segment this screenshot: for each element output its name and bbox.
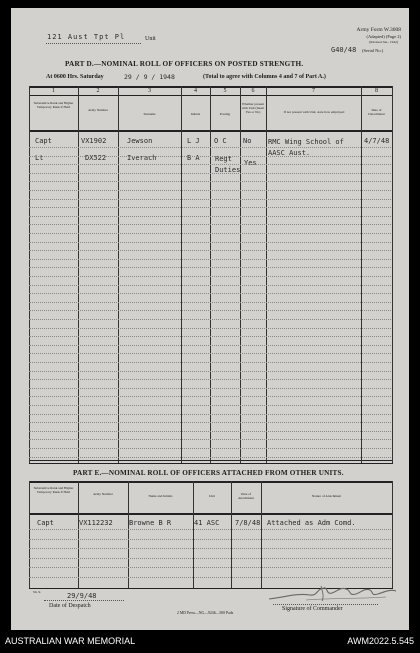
ruled-guide-line [29,181,391,182]
part-d-col-border [266,86,267,463]
part-d-row1-number: VX1902 [81,137,107,145]
part-d-row1-posting: O C [214,137,227,145]
part-e-col-border [128,481,129,588]
part-d-header-rule [29,130,393,132]
ruled-guide-line [29,558,391,559]
despatch-underline [44,600,124,601]
part-e-col-header-nature: Nature of Attachment [311,494,342,498]
part-e-col-border [29,481,30,588]
ruled-guide-line [29,156,391,157]
ruled-guide-line [29,190,391,191]
part-d-col-number: 4 [194,88,197,94]
part-e-col-header-rank: Substantive Rank and Higher Temporary Rank if Held [33,486,74,494]
serial-label: (Serial No.) [362,48,384,53]
part-d-row2-rank: Lt [35,154,44,162]
part-d-num-rule [29,95,393,96]
ruled-guide-line [29,224,391,225]
part-d-title: PART D.—NOMINAL ROLL OF OFFICERS ON POSTED STRENGTH. [65,60,304,68]
part-d-col-border [181,86,182,463]
ruled-guide-line [29,567,391,568]
signature-label: Signature of Commander [282,606,343,612]
part-e-row1-nature: Attached as Adm Comd. [267,519,356,527]
ruled-guide-line [29,548,391,549]
part-d-col-border [78,86,79,463]
part-e-row1-number: VX112232 [79,519,113,527]
signature-underline [273,604,378,605]
part-d-col-number: 6 [251,88,255,94]
ruled-guide-line [29,216,391,217]
part-d-row2-initials: B A [187,154,200,162]
ruled-guide-line [29,302,391,303]
ruled-guide-line [29,233,391,234]
part-e-row1-date: 7/8/48 [235,519,261,527]
part-d-col-border [210,86,211,463]
ruled-guide-line [29,371,391,372]
part-d-col-header-initials: Initials [190,112,201,116]
ruled-guide-line [29,164,391,165]
ruled-guide-line [29,345,391,346]
form-id-line2: (Adapted) (Page 2) [366,34,401,39]
commander-signature [266,583,401,605]
part-e-col-border [392,481,393,588]
part-d-col-border [361,86,362,463]
archive-caption-left: AUSTRALIAN WAR MEMORIAL [5,636,136,646]
ruled-guide-line [29,405,391,406]
ruled-guide-line [29,577,391,578]
part-e-title: PART E.—NOMINAL ROLL OF OFFICERS ATTACHED FROM OTHER UNITS. [73,469,344,477]
ruled-guide-line [29,310,391,311]
ruled-guide-line [29,285,391,286]
part-d-row1-date: 4/7/48 [364,137,390,145]
part-d-row1-initials: L J [187,137,200,145]
part-e-top-rule [29,481,393,483]
form-id-line1: Army Form W.3008 [356,27,401,33]
serial-value: G40/48 [331,46,357,54]
ruled-guide-line [29,173,391,174]
ruled-guide-line [29,431,391,432]
part-e-col-header-date: Date of Attachment [238,492,254,500]
ruled-guide-line [29,293,391,294]
part-e-col-header-unit: Unit [208,494,216,498]
ruled-guide-line [29,276,391,277]
part-d-col-border [29,86,30,463]
part-d-col-number: 5 [223,88,227,94]
ruled-guide-line [29,336,391,337]
unit-label: Unit [145,36,156,42]
part-d-date-suffix: (Total to agree with Columns 4 and 7 of Part A.) [203,74,326,80]
ruled-guide-line [29,379,391,380]
part-d-date-prefix: At 0600 Hrs. Saturday [46,74,104,80]
part-e-header-rule [29,513,393,515]
ruled-guide-line [29,457,391,458]
part-d-col-number: 3 [148,88,151,94]
part-e-col-border [231,481,232,588]
part-e-col-header-number: Army Number [93,492,113,496]
part-d-col-border [240,86,241,463]
ruled-guide-line [29,388,391,389]
unit-value: 121 Aust Tpt Pl [47,33,126,41]
part-d-col-header-rank: Substantive Rank and Higher Temporary Rank if Held [33,101,74,109]
ruled-guide-line [29,539,391,540]
part-d-row1-surname: Jewson [127,137,153,145]
part-e-col-border [193,481,194,588]
unit-underline [46,43,141,44]
ruled-guide-line [29,147,391,148]
ruled-guide-line [29,250,391,251]
part-d-date-value: 29 / 9 / 1948 [124,73,175,81]
ruled-guide-line [29,529,391,530]
part-d-col-header-number: Army Number [88,108,108,112]
ruled-guide-line [29,362,391,363]
ruled-guide-line [29,439,391,440]
ruled-guide-line [29,199,391,200]
ruled-guide-line [29,207,391,208]
part-d-col-border [118,86,119,463]
part-d-col-number: 1 [52,88,55,94]
part-e-col-border [78,481,79,588]
archive-caption-right: AWM2022.5.545 [347,636,414,646]
part-e-row1-name: Browne B R [129,519,172,527]
part-d-col-header-surname: Surname [143,112,156,116]
part-d-col-header-present: Whether present with Unit (Insert Yes or No) [241,102,265,114]
part-d-row1-present: No [243,137,252,145]
part-d-col-header-date: Date of Detachment [368,108,385,116]
part-d-row2-present: Yes [244,159,257,167]
document-sheet [11,8,409,630]
ruled-guide-line [29,242,391,243]
ruled-guide-line [29,328,391,329]
archive-caption-bar [0,630,420,653]
despatch-date-label: Date of Despatch [49,603,91,609]
part-d-col-border [392,86,393,463]
ruled-guide-line [29,422,391,423]
part-e-col-border [261,481,262,588]
ruled-guide-line [29,396,391,397]
part-d-col-number: 8 [375,88,378,94]
ruled-guide-line [29,259,391,260]
part-e-col-header-name: Name and Initials [148,494,173,498]
ruled-guide-line [29,414,391,415]
ruled-guide-line [29,267,391,268]
part-d-row2-number: DX522 [85,154,107,162]
part-d-row2-surname: Iverach [127,154,157,162]
part-d-bottom-rule [29,460,393,461]
ruled-guide-line [29,353,391,354]
part-d-col-header-employed: If not present with Unit, state how employed [283,110,345,114]
part-e-row1-unit: 41 ASC [194,519,220,527]
part-e-row1-rank: Capt [37,519,54,527]
form-code: Sh. 9. [33,590,42,594]
part-d-col-number: 7 [312,88,315,94]
part-d-col-number: 2 [96,88,100,94]
part-d-row2-posting: Regt Duties [215,155,241,174]
ruled-guide-line [29,448,391,449]
part-d-col-header-posting: Posting [219,112,231,116]
part-d-bottom-rule-2 [29,463,393,464]
part-d-row1-rank: Capt [35,137,52,145]
form-id-line3: (Revised Jan., 1942) [369,40,398,44]
printer-imprint: 2 MD Press—NG—9246—500 Pads [177,611,234,615]
part-d-row1-employed: RMC Wing School of AASC Aust. [268,138,344,157]
despatch-date-value: 29/9/48 [67,592,97,600]
ruled-guide-line [29,319,391,320]
